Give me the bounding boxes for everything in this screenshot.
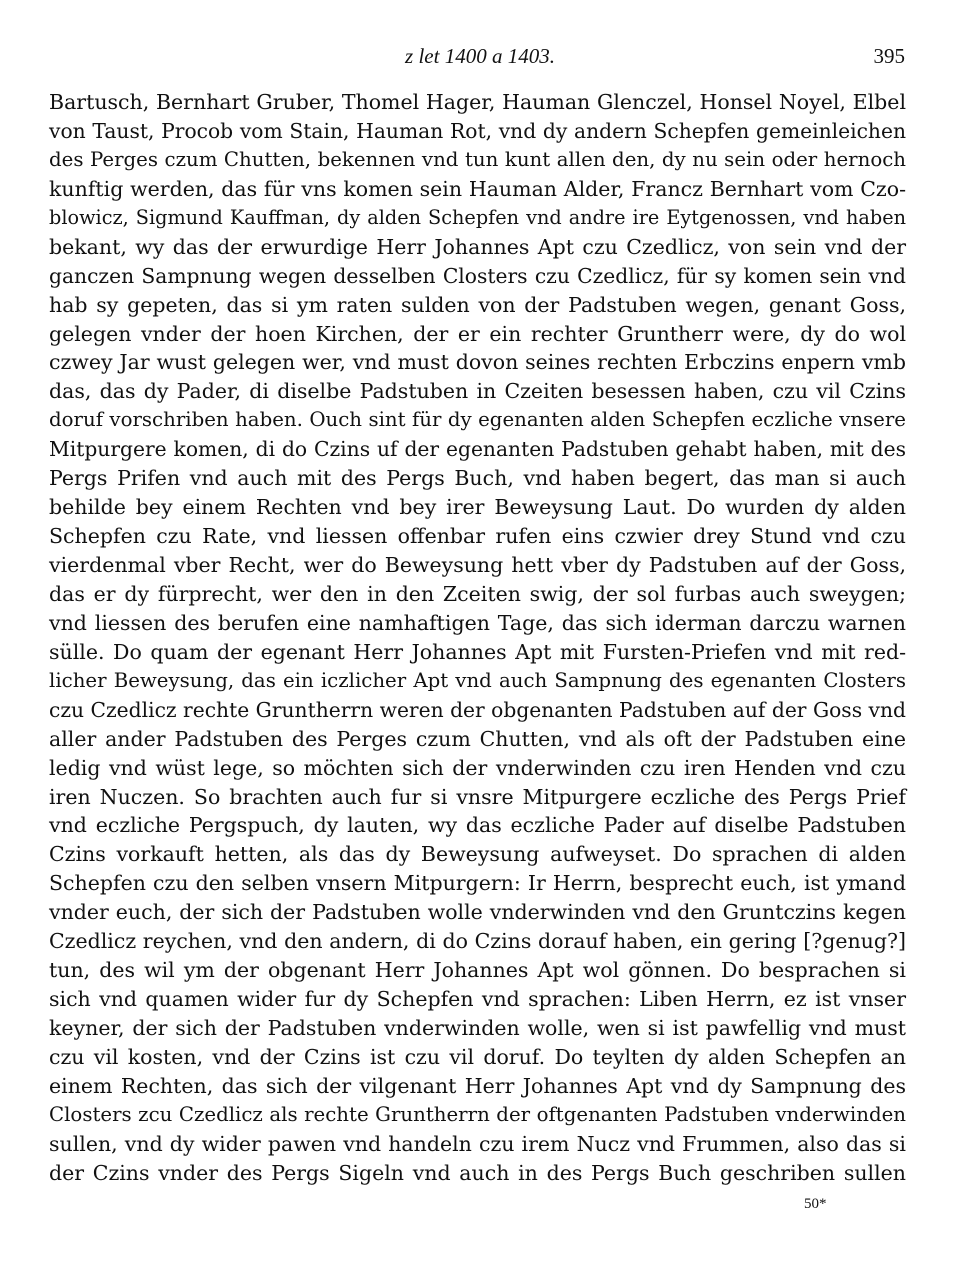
text-line: bekant, wy das der erwurdige Herr Johannes Apt czu Czedlicz, von sein vnd der [49, 234, 906, 259]
text-line: sich vnd quamen wider fur dy Schepfen vnd sprachen: Liben Herrn, ez ist vnser [49, 987, 906, 1012]
text-line: Closters zcu Czedlicz als rechte Gruntherrn der oftgenanten Padstuben vnderwinden [49, 1102, 906, 1126]
text-line: vnd eczliche Pergspuch, dy lauten, wy das eczliche Pader auf diselbe Padstuben [49, 813, 906, 838]
text-line: Bartusch, Bernhart Gruber, Thomel Hager, Hauman Glenczel, Honsel Noyel, Elbel [49, 90, 906, 114]
text-line: das, das dy Pader, di diselbe Padstuben in Czeiten besessen haben, czu vil Czins [49, 379, 906, 404]
text-line: des Perges czum Chutten, bekennen vnd tun kunt allen den, dy nu sein oder hernoch [49, 147, 906, 171]
running-head-title: z let 1400 a 1403. [405, 44, 555, 68]
text-line: czu Czedlicz rechte Gruntherrn weren der obgenanten Padstuben auf der Goss vnd [49, 697, 906, 722]
body-text [49, 88, 906, 1188]
text-line: Schepfen czu Rate, vnd liessen offenbar rufen eins czwier drey Stund vnd czu [49, 524, 906, 549]
text-line: kunftig werden, das für vns komen sein Hauman Alder, Francz Bernhart vom Czo- [49, 176, 906, 201]
text-line: hab sy gepeten, das si ym raten sulden von der Padstuben wegen, genant Goss, [49, 292, 906, 317]
text-line: Schepfen czu den selben vnsern Mitpurgern: Ir Herrn, besprecht euch, ist ymand [49, 871, 906, 896]
signature-mark: 50* [804, 1196, 827, 1212]
text-line: keyner, der sich der Padstuben vnderwinden wolle, wen si ist pawfellig vnd must [49, 1016, 906, 1040]
text-line: iren Nuczen. So brachten auch fur si vnsre Mitpurgere eczliche des Pergs Prief [49, 784, 906, 809]
text-line: czwey Jar wust gelegen wer, vnd must dovon seines rechten Erbczins enpern vmb [49, 350, 906, 375]
text-line: von Taust, Procob vom Stain, Hauman Rot, vnd dy andern Schepfen gemeinleichen [49, 118, 906, 143]
text-line: aller ander Padstuben des Perges czum Chutten, vnd als oft der Padstuben eine [49, 726, 906, 751]
text-line: Mitpurgere komen, di do Czins uf der egenanten Padstuben gehabt haben, mit des [49, 437, 906, 462]
text-line: gelegen vnder der hoen Kirchen, der er ein rechter Gruntherr were, dy do wol [49, 321, 906, 346]
text-line: sullen, vnd dy wider pawen vnd handeln czu irem Nucz vnd Frummen, also das si [49, 1131, 906, 1156]
text-line: doruf vorschriben haben. Ouch sint für dy egenanten alden Schepfen eczliche vnsere [49, 408, 906, 432]
running-head [0, 44, 960, 74]
text-line: Czedlicz reychen, vnd den andern, di do Czins dorauf haben, ein gering [?genug?] [49, 929, 906, 954]
text-line: licher Beweysung, das ein iczlicher Apt vnd auch Sampnung des egenanten Closters [49, 668, 906, 692]
text-line: sülle. Do quam der egenant Herr Johannes Apt mit Fursten-Priefen vnd mit red- [49, 639, 906, 664]
text-line: vnder euch, der sich der Padstuben wolle vnderwinden vnd den Gruntczins kegen [49, 900, 906, 925]
text-line: Czins vorkauft hetten, als das dy Beweysung aufweyset. Do sprachen di alden [49, 842, 906, 867]
text-line: der Czins vnder des Pergs Sigeln vnd auch in des Pergs Buch geschriben sullen [49, 1160, 906, 1185]
text-line: czu vil kosten, vnd der Czins ist czu vil doruf. Do teylten dy alden Schepfen an [49, 1044, 906, 1069]
text-line: behilde bey einem Rechten vnd bey irer Beweysung Laut. Do wurden dy alden [49, 495, 906, 520]
text-line: ganczen Sampnung wegen desselben Closters czu Czedlicz, für sy komen sein vnd [49, 263, 906, 288]
text-line: vierdenmal vber Recht, wer do Beweysung hett vber dy Padstuben auf der Goss, [49, 553, 906, 577]
text-line: einem Rechten, das sich der vilgenant Herr Johannes Apt vnd dy Sampnung des [49, 1073, 906, 1098]
text-line: das er dy fürprecht, wer den in den Zceiten swig, der sol furbas auch sweygen; [49, 581, 906, 606]
text-line: Pergs Prifen vnd auch mit des Pergs Buch, vnd haben begert, das man si auch [49, 466, 906, 491]
text-line: blowicz, Sigmund Kauffman, dy alden Schepfen vnd andre ire Eytgenossen, vnd haben [49, 205, 906, 229]
text-line: ledig vnd wüst lege, so möchten sich der vnderwinden czu iren Henden vnd czu [49, 755, 906, 780]
text-line: tun, des wil ym der obgenant Herr Johannes Apt wol gönnen. Do besprachen si [49, 958, 906, 983]
text-line: vnd liessen des berufen eine namhaftigen Tage, das sich iderman darczu warnen [49, 610, 906, 635]
page-number: 395 [873, 44, 905, 68]
